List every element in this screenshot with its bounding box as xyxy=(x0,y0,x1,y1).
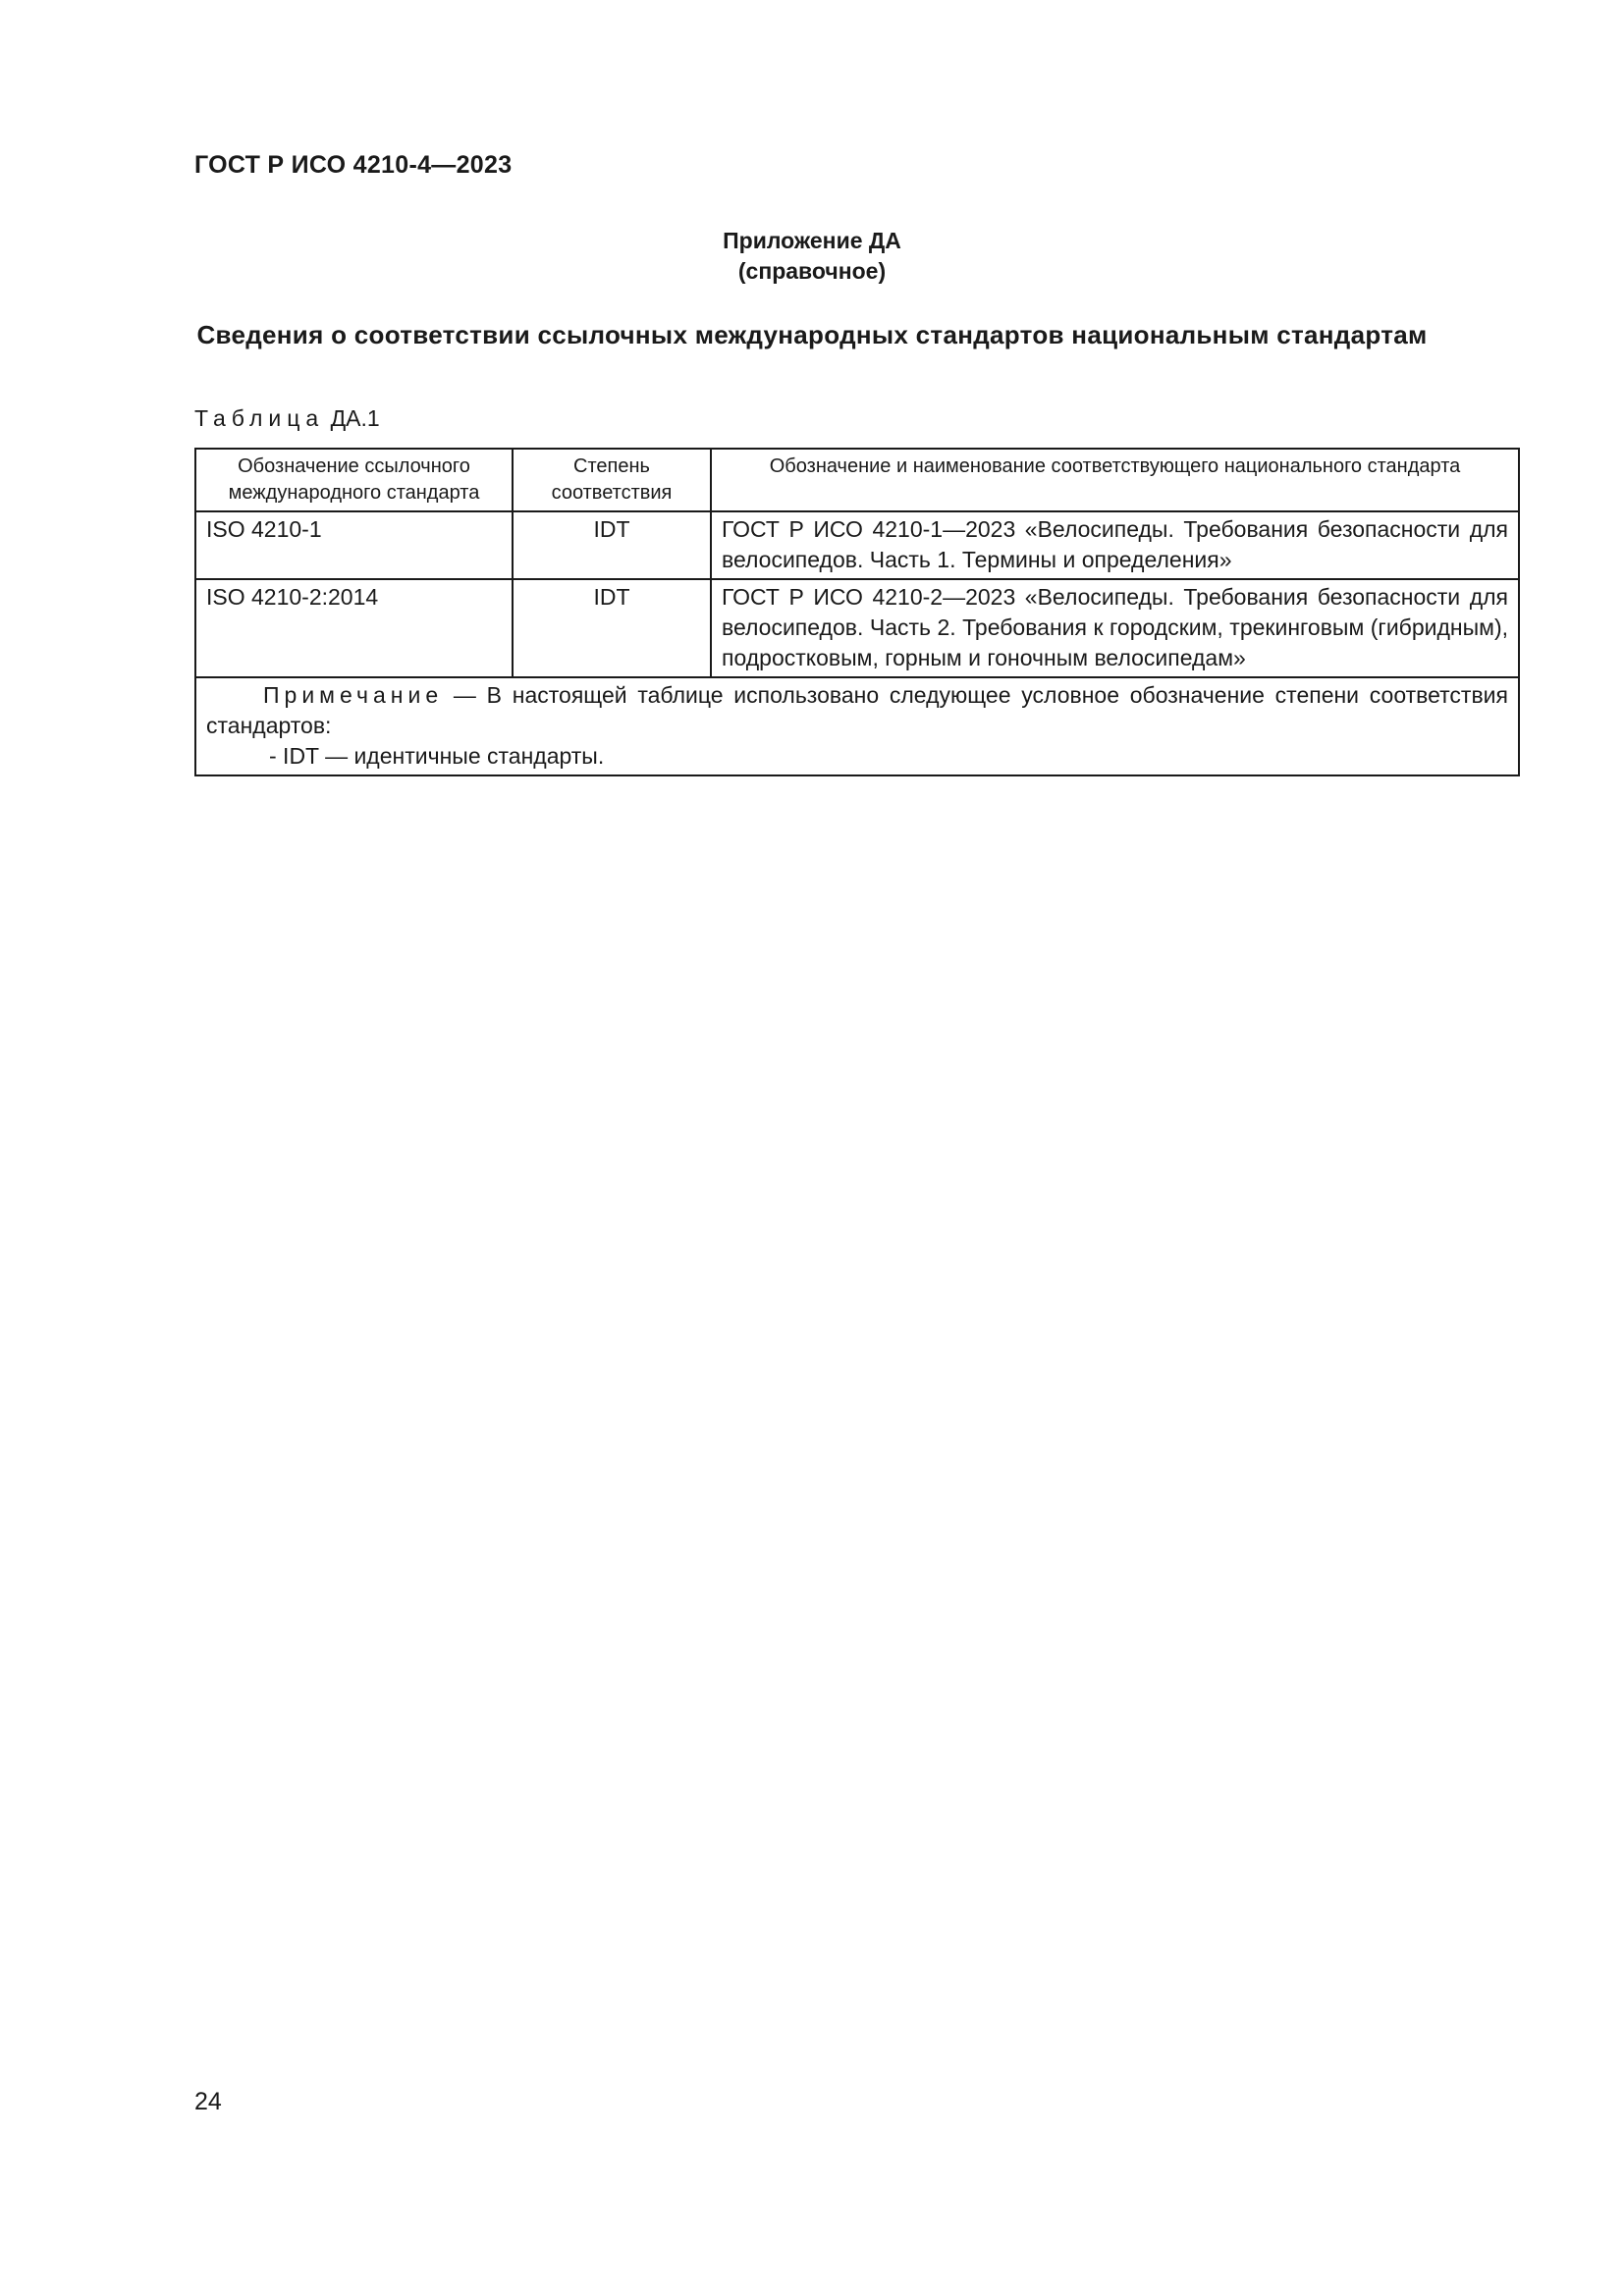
table-row xyxy=(195,579,1519,677)
page-number: 24 xyxy=(194,2088,222,2115)
table-caption-number: ДА.1 xyxy=(330,405,380,431)
cell-degree: IDT xyxy=(513,511,711,579)
cell-intl-standard: ISO 4210-1 xyxy=(195,511,513,579)
cell-intl-standard: ISO 4210-2:2014 xyxy=(195,579,513,677)
table-note-label: Примечание xyxy=(263,682,444,708)
column-header-national-standard: Обозначение и наименование соответствующего национального стандарта xyxy=(711,449,1519,511)
table-header-row xyxy=(195,449,1519,511)
cell-national-standard: ГОСТ Р ИСО 4210-1—2023 «Велосипеды. Требования безопасности для велосипедов. Часть 1. Термины и определения» xyxy=(711,511,1519,579)
reference-standards-table xyxy=(194,448,1520,776)
annex-title: Приложение ДА xyxy=(723,228,901,253)
column-header-intl-standard: Обозначение ссылочного международного стандарта xyxy=(195,449,513,511)
column-header-degree: Степень соответствия xyxy=(513,449,711,511)
cell-national-standard: ГОСТ Р ИСО 4210-2—2023 «Велосипеды. Требования безопасности для велосипедов. Часть 2. Требования к городским, трекинговым (гибридным), подростковым, горным и гоночным велосипедам» xyxy=(711,579,1519,677)
table-caption-prefix: Таблица xyxy=(194,405,325,431)
table-note-text xyxy=(206,680,1508,741)
table-note-row xyxy=(195,677,1519,775)
annex-section-title: Сведения о соответствии ссылочных международных стандартов национальным стандартам xyxy=(196,320,1428,349)
cell-degree: IDT xyxy=(513,579,711,677)
table-caption xyxy=(194,405,380,432)
annex-status: (справочное) xyxy=(737,258,887,284)
annex-heading xyxy=(0,226,1624,287)
document-code-header: ГОСТ Р ИСО 4210-4—2023 xyxy=(194,151,513,179)
table-row xyxy=(195,511,1519,579)
table-note-cell xyxy=(195,677,1519,775)
table-note-item: - IDT — идентичные стандарты. xyxy=(269,743,605,769)
table-note-body: — В настоящей таблице использовано следующее условное обозначение степени соответствия стандартов: xyxy=(206,682,1508,738)
